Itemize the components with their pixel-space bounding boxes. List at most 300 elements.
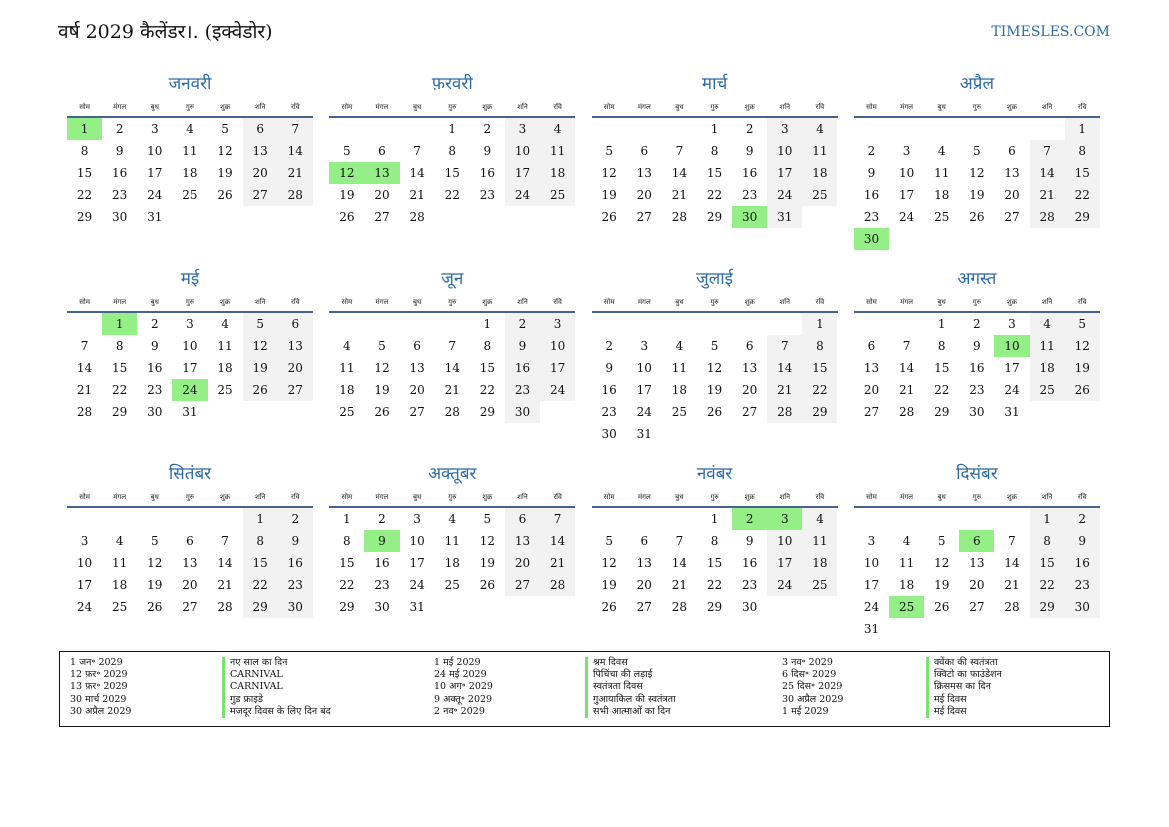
day-cell: 12 (243, 335, 278, 357)
weekday-label: बुध (150, 298, 159, 306)
day-cell: 2 (115, 122, 124, 136)
holiday-day-cell: 30 (854, 228, 889, 250)
calendar-grid (67, 72, 1110, 657)
legend-name-column (585, 657, 676, 718)
day-cell: 26 (217, 188, 233, 202)
empty-cell (627, 118, 662, 140)
empty-cell (889, 118, 924, 140)
weekday-label: मंगल (375, 298, 389, 306)
legend-holiday-name: CARNIVAL (222, 669, 331, 681)
day-cell: 5 (1065, 313, 1100, 335)
day-cell: 21 (217, 578, 233, 592)
day-cell: 5 (605, 534, 613, 548)
day-cell: 13 (863, 361, 880, 375)
day-cell: 27 (636, 210, 652, 224)
weekday-label: मंगल (900, 103, 914, 111)
weekday-label: बुध (412, 298, 422, 306)
day-cell: 8 (802, 335, 837, 357)
day-cell: 5 (343, 144, 351, 158)
day-cell: 27 (969, 600, 985, 614)
day-cell: 22 (934, 383, 950, 397)
day-cell: 18 (112, 578, 128, 592)
day-cell: 29 (1030, 596, 1065, 618)
day-cell: 22 (706, 578, 723, 592)
day-cell: 30 (112, 210, 128, 224)
legend-date: 30 अप्रैल 2029 (782, 693, 844, 705)
day-cell: 16 (863, 188, 880, 202)
day-cell: 25 (934, 210, 950, 224)
day-cell: 21 (898, 383, 915, 397)
day-cell: 26 (147, 600, 163, 614)
weekday-label: सोम (341, 493, 353, 501)
weekday-label: शनि (779, 493, 791, 501)
empty-cell (329, 118, 364, 140)
day-cell: 8 (80, 144, 89, 158)
month-block (854, 72, 1100, 267)
weekday-label: बुध (937, 493, 946, 501)
day-cell: 18 (671, 383, 688, 397)
weekday-label: रवि (815, 298, 825, 306)
day-cell: 5 (483, 512, 492, 526)
weekday-label: मंगल (113, 298, 127, 306)
legend-holiday-name: गुआयाकिल की स्वतंत्रता (585, 694, 676, 706)
weekday-label: बुध (937, 298, 946, 306)
day-cell: 31 (1004, 405, 1020, 419)
day-cell: 17 (1004, 361, 1020, 375)
day-cell: 2 (867, 144, 876, 158)
empty-cell (924, 508, 959, 530)
day-cell: 7 (1030, 140, 1065, 162)
month-name: नवंबर (696, 464, 733, 484)
day-cell: 3 (867, 534, 876, 548)
day-cell: 21 (1004, 578, 1020, 592)
day-cell: 26 (479, 578, 495, 592)
day-cell: 14 (671, 166, 688, 180)
day-grid (329, 313, 575, 423)
day-cell: 16 (742, 166, 758, 180)
day-cell: 24 (147, 188, 163, 202)
weekday-label: गुरु (448, 103, 457, 111)
day-cell: 20 (243, 162, 278, 184)
holiday-day-cell: 3 (767, 508, 802, 530)
day-cell: 7 (902, 339, 911, 353)
day-cell: 9 (483, 144, 492, 158)
weekday-label: गुरु (448, 298, 457, 306)
weekday-header (329, 490, 575, 508)
weekday-header (329, 295, 575, 313)
empty-cell (662, 313, 697, 335)
day-cell: 31 (636, 427, 652, 441)
legend-date: 10 अग॰ 2029 (434, 681, 493, 693)
day-grid (67, 118, 313, 228)
day-cell: 8 (710, 534, 719, 548)
weekday-label: शुक्र (219, 493, 231, 501)
day-cell: 8 (483, 339, 492, 353)
day-cell: 25 (182, 188, 198, 202)
day-cell: 20 (863, 383, 880, 397)
day-cell: 9 (605, 361, 613, 375)
day-cell: 28 (898, 405, 915, 419)
legend-date: 24 मई 2029 (434, 669, 487, 681)
day-cell: 22 (339, 578, 355, 592)
day-cell: 21 (1030, 184, 1065, 206)
day-cell: 12 (601, 556, 617, 570)
day-grid (854, 313, 1100, 423)
day-cell: 23 (969, 383, 985, 397)
day-cell: 21 (540, 552, 575, 574)
day-grid (67, 508, 313, 618)
day-cell: 16 (601, 383, 617, 397)
holiday-day-cell: 6 (959, 530, 994, 552)
day-cell: 14 (278, 140, 313, 162)
day-cell: 23 (278, 574, 313, 596)
day-cell: 2 (378, 512, 386, 526)
empty-cell (994, 118, 1029, 140)
legend-holiday-name: नए साल का दिन (222, 657, 331, 669)
day-cell: 30 (742, 600, 758, 614)
day-cell: 10 (147, 144, 163, 158)
day-grid (67, 313, 313, 423)
weekday-header (592, 295, 838, 313)
day-cell: 3 (80, 534, 89, 548)
day-cell: 20 (1004, 188, 1020, 202)
day-cell: 29 (706, 210, 723, 224)
day-cell: 27 (374, 210, 390, 224)
day-cell: 28 (767, 401, 802, 423)
weekday-label: शुक्र (744, 103, 755, 111)
weekday-label: शनि (779, 298, 791, 306)
weekday-label: सोम (79, 298, 90, 306)
day-cell: 3 (540, 313, 575, 335)
day-cell: 30 (505, 401, 540, 423)
weekday-label: रवि (1077, 493, 1087, 501)
weekday-label: शुक्र (744, 493, 755, 501)
day-cell: 26 (969, 210, 985, 224)
month-block (67, 267, 313, 462)
day-cell: 11 (540, 140, 575, 162)
day-cell: 21 (278, 162, 313, 184)
month-block (329, 72, 575, 267)
weekday-label: शनि (1041, 493, 1053, 501)
day-cell: 11 (1030, 335, 1065, 357)
day-cell: 29 (1065, 206, 1100, 228)
month-name: फ़रवरी (431, 74, 473, 94)
weekday-label: शनि (517, 493, 528, 501)
day-cell: 5 (378, 339, 386, 353)
day-cell: 4 (675, 339, 684, 353)
month-name: मार्च (701, 74, 728, 94)
day-cell: 8 (937, 339, 946, 353)
month-block (854, 267, 1100, 462)
day-cell: 1 (243, 508, 278, 530)
day-cell: 27 (243, 184, 278, 206)
day-cell: 14 (1004, 556, 1020, 570)
day-cell: 2 (278, 508, 313, 530)
day-cell: 25 (540, 184, 575, 206)
day-cell: 11 (898, 556, 915, 570)
weekday-label: रवि (815, 493, 825, 501)
legend-date: 1 मई 2029 (782, 705, 829, 717)
weekday-label: गुरु (972, 298, 981, 306)
day-cell: 28 (444, 405, 460, 419)
day-cell: 11 (934, 166, 950, 180)
day-cell: 23 (742, 188, 758, 202)
day-cell: 16 (969, 361, 985, 375)
day-cell: 14 (540, 530, 575, 552)
legend-holiday-name: CARNIVAL (222, 681, 331, 693)
empty-cell (329, 313, 364, 335)
day-cell: 4 (1030, 313, 1065, 335)
day-cell: 29 (112, 405, 128, 419)
day-cell: 15 (76, 166, 93, 180)
legend-date: 30 मार्च 2029 (70, 693, 127, 705)
day-cell: 26 (339, 210, 355, 224)
day-cell: 10 (409, 534, 425, 548)
day-cell: 16 (742, 556, 758, 570)
day-cell: 12 (374, 361, 390, 375)
day-grid (329, 118, 575, 228)
day-cell: 19 (1065, 357, 1100, 379)
day-cell: 6 (243, 118, 278, 140)
day-cell: 4 (540, 118, 575, 140)
weekday-label: बुध (937, 103, 946, 111)
legend-date: 1 जन॰ 2029 (70, 657, 123, 668)
day-cell: 29 (479, 405, 495, 419)
day-cell: 14 (1030, 162, 1065, 184)
month-name: अक्तूबर (428, 464, 477, 484)
weekday-label: रवि (553, 298, 562, 306)
weekday-label: सोम (866, 103, 877, 111)
empty-cell (732, 313, 767, 335)
day-cell: 7 (675, 144, 684, 158)
day-cell: 15 (479, 361, 495, 375)
weekday-label: शुक्र (482, 103, 493, 111)
day-cell: 17 (863, 578, 880, 592)
day-grid (854, 508, 1100, 640)
day-cell: 27 (636, 600, 652, 614)
weekday-label: बुध (412, 103, 422, 111)
day-cell: 25 (112, 600, 128, 614)
weekday-label: गुरु (710, 103, 719, 111)
day-cell: 21 (767, 379, 802, 401)
day-cell: 3 (413, 512, 421, 526)
empty-cell (67, 508, 102, 530)
day-cell: 1 (1065, 118, 1100, 140)
weekday-label: बुध (412, 493, 422, 501)
weekday-label: शनि (517, 298, 528, 306)
day-cell: 9 (745, 144, 754, 158)
day-cell: 24 (1004, 383, 1020, 397)
holiday-day-cell: 2 (732, 508, 767, 530)
weekday-label: सोम (79, 103, 90, 111)
weekday-label: बुध (150, 493, 159, 501)
day-cell: 7 (413, 144, 421, 158)
day-cell: 27 (1004, 210, 1020, 224)
day-cell: 18 (1030, 357, 1065, 379)
day-cell: 4 (802, 118, 837, 140)
weekday-label: शनि (254, 103, 266, 111)
day-cell: 4 (448, 512, 457, 526)
day-cell: 3 (1008, 317, 1016, 331)
day-cell: 11 (444, 534, 460, 548)
day-cell: 13 (278, 335, 313, 357)
day-cell: 23 (1065, 574, 1100, 596)
day-cell: 27 (863, 405, 880, 419)
day-cell: 28 (671, 210, 688, 224)
legend-date-column (70, 657, 131, 718)
day-cell: 5 (150, 534, 159, 548)
month-block (854, 462, 1100, 657)
day-cell: 4 (186, 122, 194, 136)
day-cell: 23 (601, 405, 617, 419)
day-cell: 13 (1004, 166, 1020, 180)
weekday-label: सोम (603, 103, 615, 111)
day-cell: 6 (278, 313, 313, 335)
day-cell: 3 (640, 339, 649, 353)
day-cell: 12 (147, 556, 163, 570)
day-cell: 7 (675, 534, 684, 548)
day-cell: 9 (745, 534, 754, 548)
day-cell: 2 (150, 317, 159, 331)
holiday-day-cell: 30 (732, 206, 767, 228)
weekday-label: शुक्र (744, 298, 755, 306)
weekday-label: शुक्र (482, 298, 493, 306)
day-cell: 23 (112, 188, 128, 202)
day-cell: 14 (767, 357, 802, 379)
day-cell: 17 (76, 578, 93, 592)
month-block (592, 72, 838, 267)
day-cell: 27 (182, 600, 198, 614)
day-cell: 24 (409, 578, 425, 592)
day-cell: 9 (505, 335, 540, 357)
empty-cell (889, 313, 924, 335)
day-cell: 5 (221, 122, 229, 136)
day-cell: 26 (706, 405, 723, 419)
month-block (329, 267, 575, 462)
site-link[interactable]: TIMESLES.COM (991, 24, 1110, 40)
legend-date: 3 नव॰ 2029 (782, 657, 833, 668)
month-block (67, 72, 313, 267)
day-cell: 25 (339, 405, 355, 419)
day-cell: 24 (767, 574, 802, 596)
day-cell: 6 (867, 339, 876, 353)
day-cell: 14 (217, 556, 233, 570)
weekday-label: गुरु (185, 103, 194, 111)
day-cell: 26 (374, 405, 390, 419)
day-cell: 12 (1065, 335, 1100, 357)
day-cell: 12 (601, 166, 617, 180)
empty-cell (924, 118, 959, 140)
empty-cell (592, 118, 627, 140)
day-cell: 15 (444, 166, 460, 180)
weekday-label: मंगल (375, 493, 389, 501)
legend-holiday-name: सभी आत्माओं का दिन (585, 706, 676, 718)
month-name: जनवरी (168, 74, 212, 94)
weekday-header (67, 295, 313, 313)
month-block (67, 462, 313, 657)
day-cell: 30 (278, 596, 313, 618)
day-cell: 13 (742, 361, 758, 375)
legend-holiday-name: मजदूर दिवस के लिए दिन बंद (222, 706, 331, 718)
day-cell: 17 (147, 166, 163, 180)
day-cell: 10 (76, 556, 93, 570)
day-cell: 24 (636, 405, 652, 419)
day-cell: 24 (505, 184, 540, 206)
page-title: वर्ष 2029 कैलेंडर।. (इक्वेडोर) (58, 21, 273, 43)
day-cell: 26 (243, 379, 278, 401)
day-cell: 23 (505, 379, 540, 401)
day-cell: 22 (444, 188, 460, 202)
holiday-day-cell: 9 (364, 530, 399, 552)
day-cell: 25 (671, 405, 688, 419)
weekday-label: गुरु (185, 298, 194, 306)
weekday-label: शनि (1041, 298, 1053, 306)
month-name: मई (180, 269, 200, 289)
day-cell: 21 (671, 188, 688, 202)
day-cell: 16 (112, 166, 128, 180)
day-cell: 23 (742, 578, 758, 592)
legend-holiday-name: स्वतंत्रता दिवस (585, 681, 676, 693)
weekday-header (854, 490, 1100, 508)
day-cell: 2 (605, 339, 613, 353)
legend-date: 2 नव॰ 2029 (434, 705, 485, 717)
day-cell: 4 (221, 317, 229, 331)
month-block (329, 462, 575, 657)
weekday-label: गुरु (710, 493, 719, 501)
day-cell: 21 (76, 383, 93, 397)
day-cell: 18 (182, 166, 198, 180)
weekday-label: मंगल (637, 493, 651, 501)
day-cell: 6 (413, 339, 421, 353)
weekday-label: गुरु (972, 493, 981, 501)
empty-cell (137, 508, 172, 530)
day-cell: 3 (767, 118, 802, 140)
day-cell: 11 (217, 339, 233, 353)
day-cell: 11 (802, 530, 837, 552)
empty-cell (627, 313, 662, 335)
day-cell: 11 (802, 140, 837, 162)
weekday-label: मंगल (637, 298, 651, 306)
day-cell: 10 (182, 339, 198, 353)
day-cell: 20 (742, 383, 758, 397)
day-cell: 12 (934, 556, 950, 570)
day-cell: 1 (802, 313, 837, 335)
weekday-label: शनि (254, 493, 266, 501)
empty-cell (592, 508, 627, 530)
day-cell: 10 (540, 335, 575, 357)
day-cell: 24 (898, 210, 915, 224)
legend-holiday-name: क्रिसमस का दिन (926, 681, 1002, 693)
day-cell: 10 (898, 166, 915, 180)
day-cell: 19 (969, 188, 985, 202)
day-cell: 1 (448, 122, 457, 136)
day-cell: 11 (182, 144, 198, 158)
day-cell: 9 (973, 339, 981, 353)
weekday-label: गुरु (185, 493, 194, 501)
weekday-label: मंगल (637, 103, 651, 111)
day-cell: 31 (767, 206, 802, 228)
day-cell: 9 (1065, 530, 1100, 552)
day-cell: 27 (278, 379, 313, 401)
empty-cell (889, 508, 924, 530)
day-cell: 29 (802, 401, 837, 423)
day-cell: 20 (969, 578, 985, 592)
day-cell: 17 (182, 361, 198, 375)
weekday-label: मंगल (375, 103, 389, 111)
day-cell: 14 (444, 361, 460, 375)
month-name: अगस्त (957, 269, 997, 289)
day-cell: 7 (278, 118, 313, 140)
